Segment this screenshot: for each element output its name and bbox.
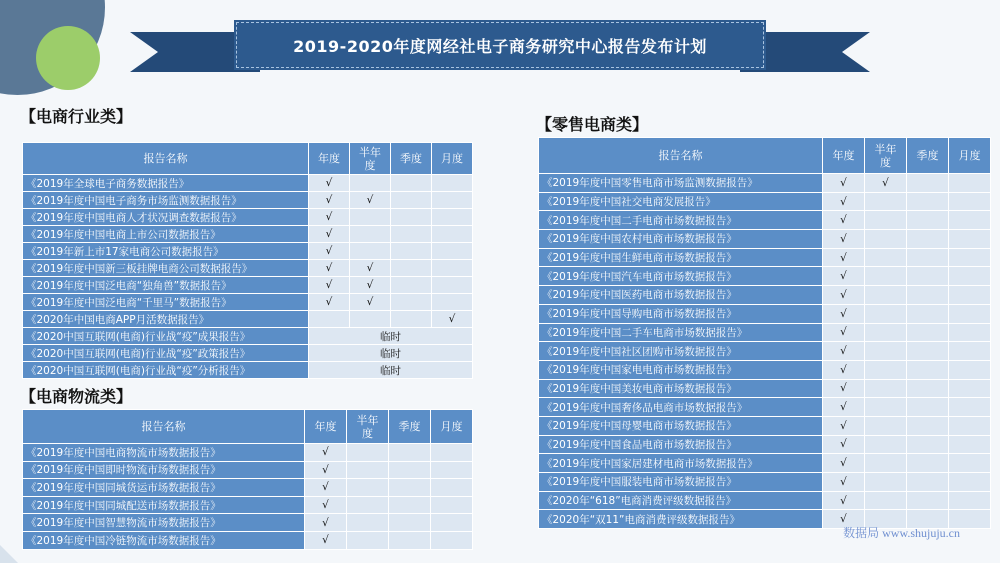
month-check-cell: [949, 379, 991, 398]
table-row: [23, 226, 473, 243]
quarter-check-cell: [391, 175, 432, 192]
quarter-check-cell: [907, 398, 949, 417]
month-check-cell: [432, 209, 473, 226]
table-row: [539, 435, 991, 454]
month-check-cell: [949, 192, 991, 211]
quarter-check-cell: [389, 461, 431, 479]
quarter-check-cell: [907, 174, 949, 193]
half-year-check-cell: [865, 379, 907, 398]
title-ribbon: [130, 22, 870, 76]
report-name-cell: 《2019年度中国电商物流市场数据报告》: [23, 444, 305, 462]
year-check-cell: √: [309, 175, 350, 192]
year-check-cell: √: [823, 473, 865, 492]
table-row: [539, 211, 991, 230]
month-check-cell: [432, 260, 473, 277]
table-row: [23, 192, 473, 209]
header-year: 年度: [823, 138, 865, 174]
quarter-check-cell: [907, 192, 949, 211]
table-row: [539, 379, 991, 398]
month-check-cell: [949, 454, 991, 473]
half-year-check-cell: [350, 311, 391, 328]
quarter-check-cell: [907, 286, 949, 305]
quarter-check-cell: [907, 323, 949, 342]
quarter-check-cell: [391, 226, 432, 243]
report-name-cell: 《2020年“618”电商消费评级数据报告》: [539, 491, 823, 510]
report-name-cell: 《2019年度中国新三板挂牌电商公司数据报告》: [23, 260, 309, 277]
report-name-cell: 《2019年度中国食品电商市场数据报告》: [539, 435, 823, 454]
month-check-cell: [949, 211, 991, 230]
year-check-cell: √: [309, 243, 350, 260]
table-row: [23, 362, 473, 379]
table-row: [539, 304, 991, 323]
report-name-cell: 《2020中国互联网(电商)行业战“疫”分析报告》: [23, 362, 309, 379]
table-row: [539, 323, 991, 342]
month-check-cell: [432, 243, 473, 260]
half-year-check-cell: √: [350, 294, 391, 311]
half-year-check-cell: [865, 211, 907, 230]
quarter-check-cell: [391, 209, 432, 226]
year-check-cell: √: [823, 286, 865, 305]
month-check-cell: [949, 416, 991, 435]
table-row: [539, 398, 991, 417]
header-report-name: 报告名称: [539, 138, 823, 174]
quarter-check-cell: [391, 260, 432, 277]
header-month: 月度: [432, 143, 473, 175]
table-row: [23, 277, 473, 294]
report-name-cell: 《2019年度中国同城配送市场数据报告》: [23, 496, 305, 514]
year-check-cell: √: [823, 435, 865, 454]
year-check-cell: √: [823, 174, 865, 193]
logistics-report-table: [22, 409, 473, 550]
half-year-check-cell: √: [350, 192, 391, 209]
table-row: [539, 248, 991, 267]
report-name-cell: 《2019年度中国母婴电商市场数据报告》: [539, 416, 823, 435]
page-title: 2019-2020年度网经社电子商务研究中心报告发布计划: [293, 36, 707, 56]
table-row: [23, 328, 473, 345]
year-check-cell: √: [305, 514, 347, 532]
month-check-cell: [949, 491, 991, 510]
month-check-cell: [949, 286, 991, 305]
report-name-cell: 《2019年度中国服装电商市场数据报告》: [539, 473, 823, 492]
year-check-cell: √: [823, 211, 865, 230]
report-name-cell: 《2019年度中国电商人才状况调查数据报告》: [23, 209, 309, 226]
year-check-cell: √: [823, 379, 865, 398]
month-check-cell: [949, 230, 991, 249]
table-row: [539, 230, 991, 249]
report-name-cell: 《2019年度中国农村电商市场数据报告》: [539, 230, 823, 249]
table-row: [539, 416, 991, 435]
table-row: [539, 267, 991, 286]
half-year-check-cell: [347, 496, 389, 514]
quarter-check-cell: [391, 192, 432, 209]
table-row: [23, 175, 473, 192]
year-check-cell: √: [309, 192, 350, 209]
half-year-check-cell: [865, 473, 907, 492]
year-check-cell: √: [309, 209, 350, 226]
half-year-check-cell: [350, 175, 391, 192]
half-year-check-cell: [347, 514, 389, 532]
half-year-check-cell: √: [350, 277, 391, 294]
ecommerce-report-table: [22, 142, 473, 379]
month-check-cell: [431, 461, 473, 479]
year-check-cell: √: [823, 342, 865, 361]
report-name-cell: 《2020中国互联网(电商)行业战“疫”成果报告》: [23, 328, 309, 345]
report-name-cell: 《2019年度中国冷链物流市场数据报告》: [23, 531, 305, 549]
table-row: [539, 342, 991, 361]
quarter-check-cell: [907, 211, 949, 230]
quarter-check-cell: [907, 360, 949, 379]
half-year-check-cell: [865, 248, 907, 267]
table-row: [23, 345, 473, 362]
year-check-cell: √: [305, 531, 347, 549]
report-name-cell: 《2019年度中国家居建材电商市场数据报告》: [539, 454, 823, 473]
quarter-check-cell: [907, 491, 949, 510]
table-row: [23, 514, 473, 532]
report-name-cell: 《2019年度中国电商上市公司数据报告》: [23, 226, 309, 243]
report-name-cell: 《2019年度中国零售电商市场监测数据报告》: [539, 174, 823, 193]
quarter-check-cell: [907, 435, 949, 454]
quarter-check-cell: [389, 479, 431, 497]
report-name-cell: 《2020年中国电商APP月活数据报告》: [23, 311, 309, 328]
year-check-cell: √: [823, 416, 865, 435]
quarter-check-cell: [391, 243, 432, 260]
report-name-cell: 《2020中国互联网(电商)行业战“疫”政策报告》: [23, 345, 309, 362]
table-row: [23, 243, 473, 260]
report-name-cell: 《2019年全球电子商务数据报告》: [23, 175, 309, 192]
header-quarter: 季度: [391, 143, 432, 175]
table-row: [539, 473, 991, 492]
half-year-check-cell: √: [350, 260, 391, 277]
report-name-cell: 《2019年度中国电子商务市场监测数据报告》: [23, 192, 309, 209]
table-row: [23, 444, 473, 462]
quarter-check-cell: [907, 416, 949, 435]
half-year-check-cell: [865, 323, 907, 342]
year-check-cell: √: [823, 491, 865, 510]
retail-report-table: [538, 137, 991, 529]
quarter-check-cell: [391, 311, 432, 328]
month-check-cell: [949, 398, 991, 417]
half-year-check-cell: [865, 435, 907, 454]
half-year-check-cell: [865, 192, 907, 211]
quarter-check-cell: [907, 267, 949, 286]
table-row: [23, 496, 473, 514]
report-name-cell: 《2019年度中国社区团购市场数据报告》: [539, 342, 823, 361]
header-month: 月度: [949, 138, 991, 174]
month-check-cell: [432, 226, 473, 243]
half-year-check-cell: [347, 479, 389, 497]
table-row: [23, 531, 473, 549]
header-month: 月度: [431, 410, 473, 444]
month-check-cell: [949, 435, 991, 454]
report-name-cell: 《2019年度中国即时物流市场数据报告》: [23, 461, 305, 479]
year-check-cell: √: [305, 479, 347, 497]
report-name-cell: 《2019年度中国泛电商“独角兽”数据报告》: [23, 277, 309, 294]
quarter-check-cell: [907, 248, 949, 267]
report-name-cell: 《2019年度中国同城货运市场数据报告》: [23, 479, 305, 497]
quarter-check-cell: [389, 496, 431, 514]
header-year: 年度: [309, 143, 350, 175]
quarter-check-cell: [907, 304, 949, 323]
year-check-cell: √: [823, 454, 865, 473]
header-report-name: 报告名称: [23, 143, 309, 175]
quarter-check-cell: [391, 277, 432, 294]
month-check-cell: [432, 192, 473, 209]
half-year-check-cell: [865, 491, 907, 510]
report-name-cell: 《2019年度中国泛电商“千里马”数据报告》: [23, 294, 309, 311]
table-row: [23, 260, 473, 277]
quarter-check-cell: [907, 454, 949, 473]
report-name-cell: 《2019年度中国医药电商市场数据报告》: [539, 286, 823, 305]
report-name-cell: 《2019年新上市17家电商公司数据报告》: [23, 243, 309, 260]
quarter-check-cell: [389, 531, 431, 549]
year-check-cell: √: [305, 496, 347, 514]
header-quarter: 季度: [389, 410, 431, 444]
year-check-cell: [309, 311, 350, 328]
half-year-check-cell: [865, 267, 907, 286]
half-year-check-cell: [865, 304, 907, 323]
table-row: [23, 294, 473, 311]
half-year-check-cell: [865, 286, 907, 305]
month-check-cell: [431, 444, 473, 462]
half-year-check-cell: [865, 360, 907, 379]
year-check-cell: √: [305, 461, 347, 479]
year-check-cell: √: [309, 277, 350, 294]
month-check-cell: [431, 514, 473, 532]
quarter-check-cell: [907, 230, 949, 249]
table-row: [539, 454, 991, 473]
half-year-check-cell: [865, 416, 907, 435]
header-half-year: 半年 度: [350, 143, 391, 175]
month-check-cell: [432, 294, 473, 311]
table-row: [539, 360, 991, 379]
half-year-check-cell: [865, 454, 907, 473]
watermark: 数据局 www.shujuju.cn: [843, 526, 960, 540]
table-row: [539, 491, 991, 510]
year-check-cell: √: [823, 248, 865, 267]
half-year-check-cell: √: [865, 174, 907, 193]
half-year-check-cell: [350, 209, 391, 226]
ribbon-banner: [236, 22, 764, 68]
month-check-cell: [431, 496, 473, 514]
half-year-check-cell: [865, 230, 907, 249]
header-year: 年度: [305, 410, 347, 444]
table-row: [539, 192, 991, 211]
month-check-cell: [949, 267, 991, 286]
month-check-cell: [431, 531, 473, 549]
quarter-check-cell: [391, 294, 432, 311]
temporary-cell: 临时: [309, 328, 473, 345]
temporary-cell: 临时: [309, 362, 473, 379]
header-report-name: 报告名称: [23, 410, 305, 444]
month-check-cell: [949, 304, 991, 323]
table-row: [539, 286, 991, 305]
half-year-check-cell: [347, 444, 389, 462]
report-name-cell: 《2019年度中国二手电商市场数据报告》: [539, 211, 823, 230]
month-check-cell: [949, 360, 991, 379]
temporary-cell: 临时: [309, 345, 473, 362]
report-name-cell: 《2019年度中国家电电商市场数据报告》: [539, 360, 823, 379]
month-check-cell: [431, 479, 473, 497]
month-check-cell: [432, 175, 473, 192]
report-name-cell: 《2019年度中国奢侈品电商市场数据报告》: [539, 398, 823, 417]
header-quarter: 季度: [907, 138, 949, 174]
report-name-cell: 《2019年度中国美妆电商市场数据报告》: [539, 379, 823, 398]
year-check-cell: √: [823, 323, 865, 342]
year-check-cell: √: [823, 304, 865, 323]
quarter-check-cell: [389, 444, 431, 462]
decorative-green-circle: [36, 26, 100, 90]
year-check-cell: √: [309, 226, 350, 243]
year-check-cell: √: [823, 192, 865, 211]
month-check-cell: [949, 473, 991, 492]
header-half-year: 半年 度: [865, 138, 907, 174]
half-year-check-cell: [865, 398, 907, 417]
table-row: [23, 479, 473, 497]
quarter-check-cell: [907, 379, 949, 398]
quarter-check-cell: [907, 342, 949, 361]
table-row: [23, 209, 473, 226]
month-check-cell: [949, 342, 991, 361]
half-year-check-cell: [865, 342, 907, 361]
header-half-year: 半年 度: [347, 410, 389, 444]
month-check-cell: √: [432, 311, 473, 328]
report-name-cell: 《2019年度中国汽车电商市场数据报告》: [539, 267, 823, 286]
year-check-cell: √: [309, 260, 350, 277]
section-title-logistics: 【电商物流类】: [20, 387, 133, 406]
table-row: [539, 174, 991, 193]
report-name-cell: 《2019年度中国二手车电商市场数据报告》: [539, 323, 823, 342]
section-title-ecommerce: 【电商行业类】: [20, 107, 133, 126]
year-check-cell: √: [823, 510, 865, 529]
half-year-check-cell: [347, 531, 389, 549]
year-check-cell: √: [823, 398, 865, 417]
quarter-check-cell: [907, 473, 949, 492]
month-check-cell: [949, 248, 991, 267]
year-check-cell: √: [305, 444, 347, 462]
month-check-cell: [949, 323, 991, 342]
report-name-cell: 《2019年度中国社交电商发展报告》: [539, 192, 823, 211]
report-name-cell: 《2020年“双11”电商消费评级数据报告》: [539, 510, 823, 529]
section-title-retail: 【零售电商类】: [536, 115, 649, 134]
table-row: [23, 461, 473, 479]
report-name-cell: 《2019年度中国生鲜电商市场数据报告》: [539, 248, 823, 267]
table-row: [23, 311, 473, 328]
decorative-corner: [0, 545, 18, 563]
month-check-cell: [432, 277, 473, 294]
year-check-cell: √: [309, 294, 350, 311]
month-check-cell: [949, 174, 991, 193]
report-name-cell: 《2019年度中国导购电商市场数据报告》: [539, 304, 823, 323]
report-name-cell: 《2019年度中国智慧物流市场数据报告》: [23, 514, 305, 532]
year-check-cell: √: [823, 267, 865, 286]
half-year-check-cell: [347, 461, 389, 479]
half-year-check-cell: [350, 226, 391, 243]
quarter-check-cell: [389, 514, 431, 532]
year-check-cell: √: [823, 230, 865, 249]
year-check-cell: √: [823, 360, 865, 379]
half-year-check-cell: [350, 243, 391, 260]
